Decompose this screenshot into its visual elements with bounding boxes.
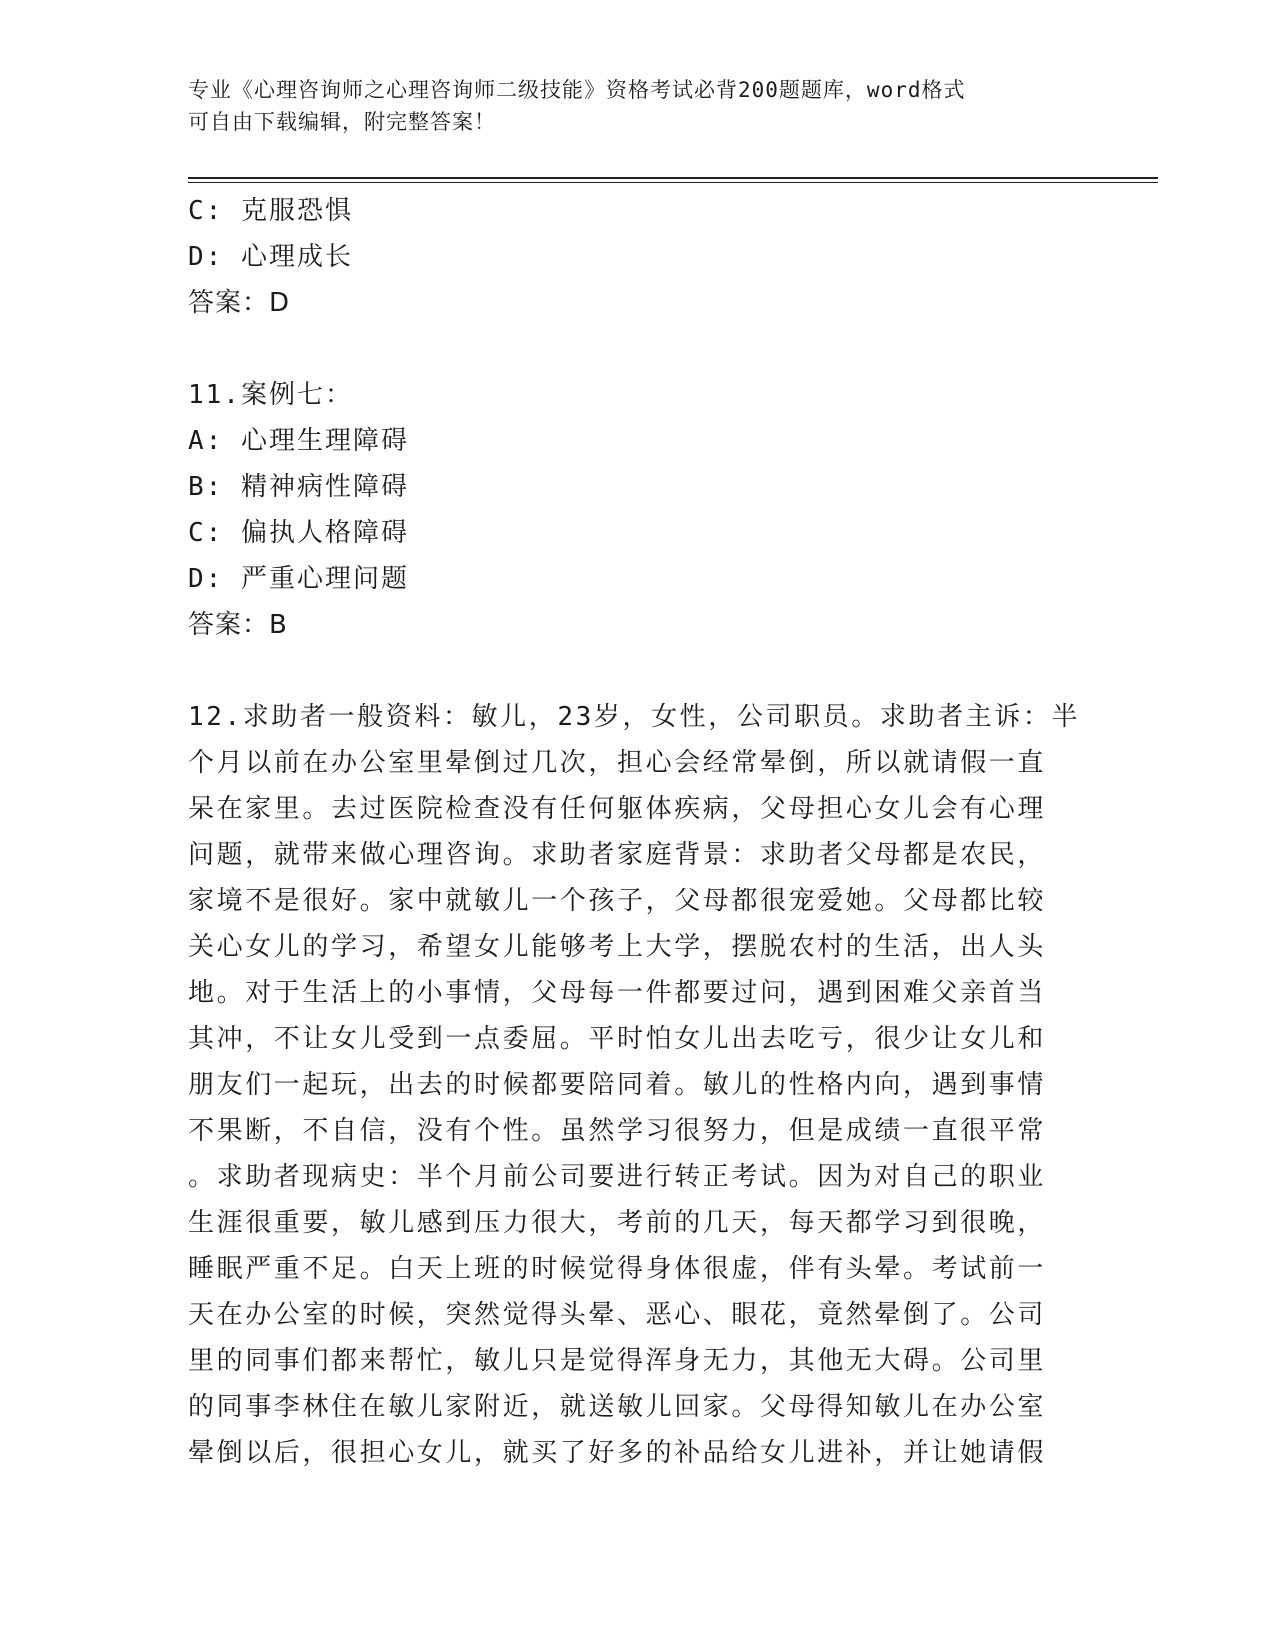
document-body <box>188 188 1088 1476</box>
paragraph-line: 生涯很重要，敏儿感到压力很大，考前的几天，每天都学习到很晚， <box>188 1208 1047 1238</box>
paragraph-line: 睡眠严重不足。白天上班的时候觉得身体很虚，伴有头晕。考试前一 <box>188 1254 1047 1284</box>
spacer <box>188 648 1088 694</box>
paragraph-line: 问题，就带来做心理咨询。求助者家庭背景：求助者父母都是农民， <box>188 840 1047 870</box>
paragraph-line: 家境不是很好。家中就敏儿一个孩子，父母都很宠爱她。父母都比较 <box>188 886 1047 916</box>
paragraph-line: 个月以前在办公室里晕倒过几次，担心会经常晕倒，所以就请假一直 <box>188 748 1047 778</box>
option-a: A: 心理生理障碍 <box>188 426 409 456</box>
paragraph-line: 其冲，不让女儿受到一点委屈。平时怕女儿出去吃亏，很少让女儿和 <box>188 1024 1047 1054</box>
paragraph-line: 。求助者现病史：半个月前公司要进行转正考试。因为对自己的职业 <box>188 1162 1047 1192</box>
answer: 答案：D <box>188 288 291 318</box>
question-12 <box>188 694 1088 1476</box>
header-divider-thin <box>188 182 1158 183</box>
option-d: D: 严重心理问题 <box>188 564 409 594</box>
question-11 <box>188 372 1088 648</box>
header-title-line-1: 专业《心理咨询师之心理咨询师二级技能》资格考试必背200题题库，word格式 <box>188 78 966 102</box>
paragraph-line: 关心女儿的学习，希望女儿能够考上大学，摆脱农村的生活，出人头 <box>188 932 1047 962</box>
paragraph-line: 不果断，不自信，没有个性。虽然学习很努力，但是成绩一直很平常 <box>188 1116 1047 1146</box>
paragraph-line: 晕倒以后，很担心女儿，就买了好多的补品给女儿进补，并让她请假 <box>188 1438 1047 1468</box>
paragraph-line: 天在办公室的时候，突然觉得头晕、恶心、眼花，竟然晕倒了。公司 <box>188 1300 1047 1330</box>
paragraph-line: 朋友们一起玩，出去的时候都要陪同着。敏儿的性格内向，遇到事情 <box>188 1070 1047 1100</box>
paragraph-line: 里的同事们都来帮忙，敏儿只是觉得浑身无力，其他无大碍。公司里 <box>188 1346 1047 1376</box>
question-10 <box>188 188 1088 326</box>
paragraph-line: 的同事李林住在敏儿家附近，就送敏儿回家。父母得知敏儿在办公室 <box>188 1392 1047 1422</box>
answer: 答案：B <box>188 610 288 640</box>
document-header <box>188 74 1068 138</box>
header-title-line-2: 可自由下载编辑，附完整答案！ <box>188 110 496 134</box>
paragraph-line: 12.求助者一般资料：敏儿，23岁，女性，公司职员。求助者主诉：半 <box>188 702 1081 732</box>
option-c: C: 偏执人格障碍 <box>188 518 409 548</box>
option-d: D: 心理成长 <box>188 242 353 272</box>
question-stem: 11.案例七： <box>188 380 353 410</box>
option-b: B: 精神病性障碍 <box>188 472 409 502</box>
header-divider <box>188 177 1158 179</box>
paragraph-line: 呆在家里。去过医院检查没有任何躯体疾病，父母担心女儿会有心理 <box>188 794 1047 824</box>
paragraph-line: 地。对于生活上的小事情，父母每一件都要过问，遇到困难父亲首当 <box>188 978 1047 1008</box>
spacer <box>188 326 1088 372</box>
option-c: C: 克服恐惧 <box>188 196 353 226</box>
